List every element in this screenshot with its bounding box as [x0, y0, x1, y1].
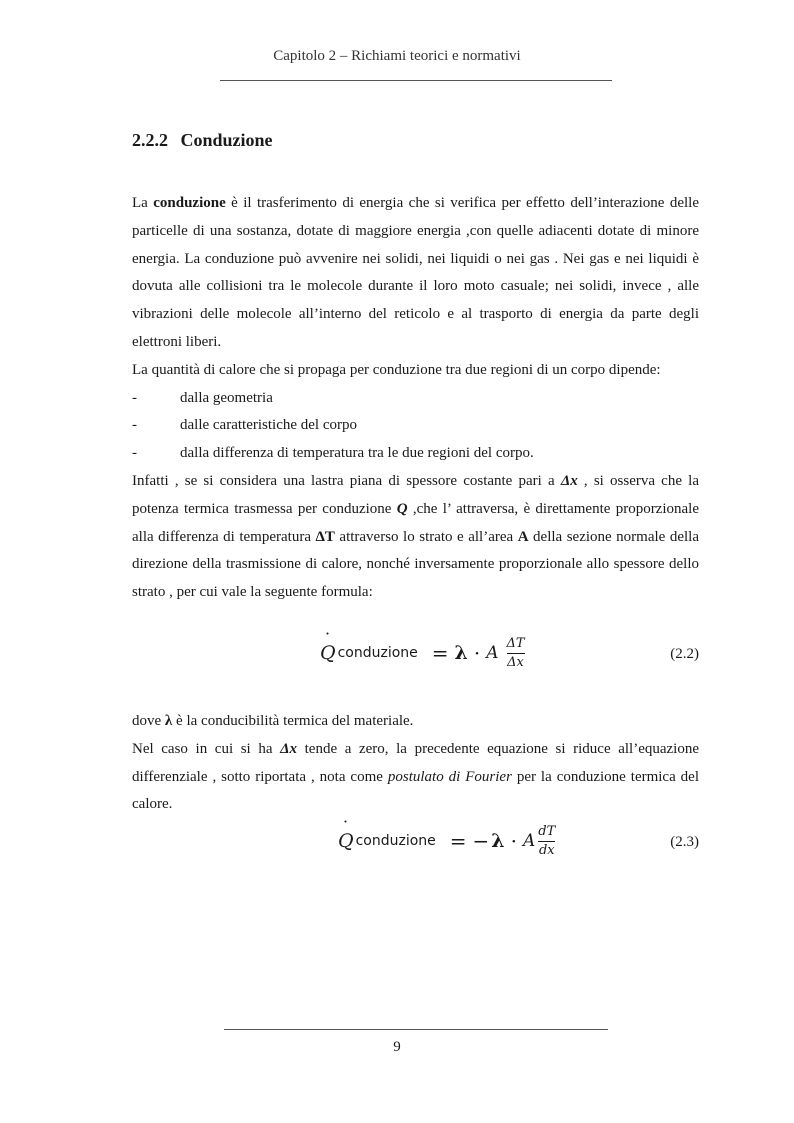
area-symbol: A	[522, 831, 536, 852]
list-item-text: dalla differenza di temperatura tra le due regioni del corpo.	[180, 445, 534, 462]
equation-2-2	[132, 636, 699, 676]
denominator: dx	[538, 842, 555, 858]
bold-term: conduzione	[153, 195, 226, 211]
bold-term: A	[517, 528, 529, 545]
text-run: dove	[132, 713, 165, 729]
section-title: Conduzione	[180, 130, 273, 150]
formula	[320, 636, 525, 670]
body-text	[132, 190, 699, 607]
page-number: 9	[393, 1039, 401, 1055]
subscript: conduzione	[355, 833, 436, 850]
bold-term: Δx	[280, 740, 298, 757]
list-item	[132, 385, 699, 413]
text-run: tende a zero, la precedente equazione si riduce all’equazione differenziale , sotto riportata , nota come	[132, 740, 700, 785]
text-run: Nel caso in cui si ha	[132, 740, 281, 757]
bold-term: ΔT	[315, 528, 335, 545]
minus-sign: −	[472, 829, 490, 854]
numerator: dT	[538, 824, 556, 839]
q-dot-symbol: ˙ Q	[338, 830, 354, 852]
denominator: Δx	[507, 654, 524, 670]
fraction	[507, 636, 525, 670]
text-run: della sezione normale della direzione della trasmissione di calore, nonché inversamente proporzionale allo spessore dello strato , per cui vale la seguente formula:	[132, 528, 699, 601]
text-run: per la conduzione termica del calore.	[132, 768, 700, 813]
fraction-bar	[507, 653, 525, 654]
bold-term: λ	[164, 713, 173, 729]
section-heading	[132, 130, 273, 151]
equals-sign: =	[431, 641, 449, 666]
list-item-text: dalla geometria	[180, 389, 273, 406]
subscript: conduzione	[337, 645, 418, 662]
dependency-list	[132, 385, 699, 468]
area-symbol: A	[486, 643, 499, 664]
q-dot-symbol: ˙ Q	[320, 642, 336, 664]
text-run: , si osserva che la potenza termica trasmessa per conduzione	[132, 472, 699, 517]
list-dash: -	[132, 389, 137, 406]
paragraph-dependencies: La quantità di calore che si propaga per conduzione tra due regioni di un corpo dipende:	[132, 361, 661, 378]
bold-term: Q	[396, 500, 408, 517]
formula	[338, 824, 555, 858]
lambda-symbol: λ	[454, 642, 468, 665]
footer-divider	[224, 1029, 608, 1030]
list-dash: -	[132, 417, 137, 434]
italic-term: postulato di Fourier	[387, 768, 512, 785]
dot-operator: ·	[473, 641, 481, 666]
fraction	[538, 824, 555, 858]
paragraph-intro	[132, 190, 699, 357]
text-run: ,che l’ attraversa, è direttamente proporzionale alla differenza di temperatura	[132, 500, 699, 545]
section-number: 2.2.2	[132, 130, 168, 150]
body-text	[132, 708, 699, 819]
paragraph-slab	[132, 468, 699, 607]
text-run: è il trasferimento di energia che si verifica per effetto dell’interazione delle particelle di una sostanza, dotate di maggiore energia ,con quelle adiacenti dotate di minore energia. La conduzione può avvenire nei solidi, nei liquidi o nei gas . Nei gas e nei liquidi è dovuta alle collisioni tra le molecole durante il loro moto casuale; nei solidi, invece , alle vibrazioni delle molecole all’interno del reticolo e al trasporto di energia da parte degli elettroni liberi.	[132, 195, 699, 350]
equation-2-3	[132, 824, 699, 864]
equation-number: (2.3)	[670, 834, 699, 850]
list-item	[132, 412, 699, 440]
equals-sign: =	[449, 829, 467, 854]
numerator: ΔT	[506, 636, 525, 651]
text-run: La	[132, 195, 154, 211]
paragraph-lambda	[132, 708, 699, 736]
paragraph-fourier	[132, 736, 699, 819]
list-dash: -	[132, 445, 137, 462]
fraction-bar	[538, 841, 555, 842]
text-run: Infatti , se si considera una lastra piana di spessore costante pari a	[132, 472, 561, 489]
bold-term: Δx	[560, 472, 578, 489]
lambda-symbol: λ	[491, 830, 505, 853]
dot-operator: ·	[510, 829, 517, 854]
list-item-text: dalle caratteristiche del corpo	[180, 417, 357, 434]
header-divider	[220, 80, 612, 81]
equation-number: (2.2)	[670, 646, 699, 662]
running-header: Capitolo 2 – Richiami teorici e normativi	[273, 48, 521, 64]
list-item	[132, 440, 699, 468]
text-run: attraverso lo strato e all’area	[334, 528, 518, 545]
text-run: è la conducibilità termica del materiale.	[172, 713, 414, 729]
